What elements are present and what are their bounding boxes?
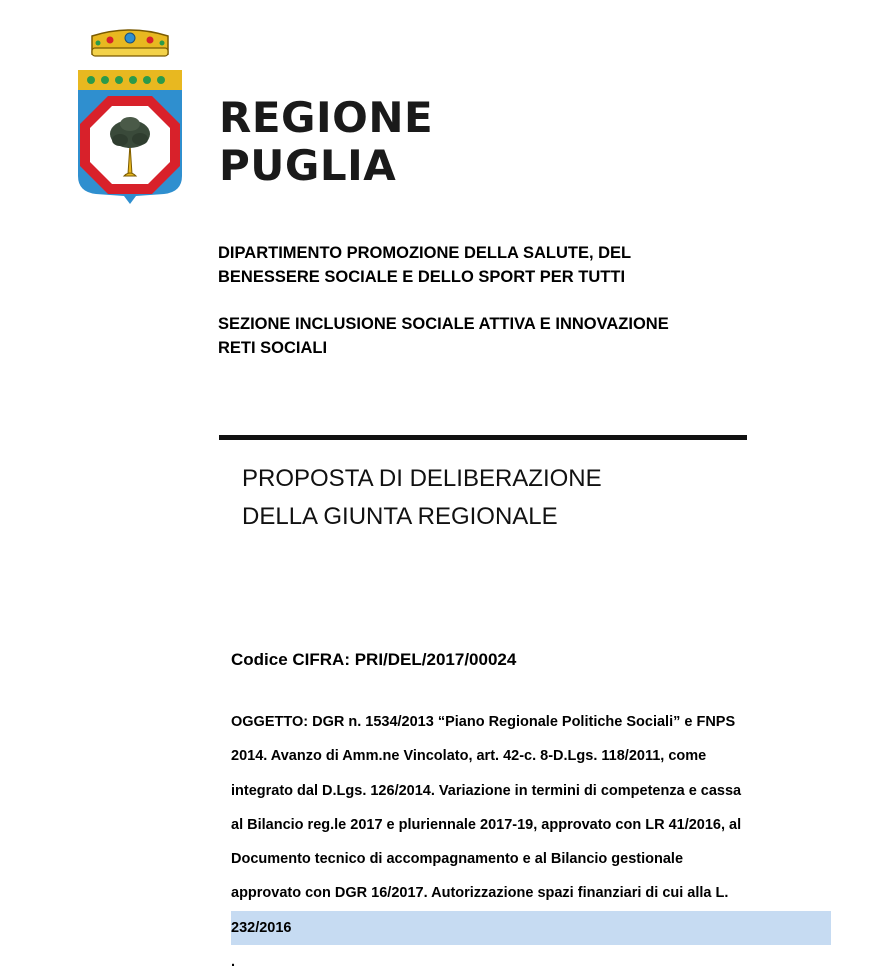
subject-line: approvato con DGR 16/2017. Autorizzazione spazi finanziari di cui alla L. [231,885,729,902]
section-line-2: RETI SOCIALI [218,339,328,357]
subject-last-line-tail: . [231,954,236,971]
region-name-line-1: REGIONE [219,93,434,142]
subject-line: OGGETTO: DGR n. 1534/2013 “Piano Regionale Politiche Sociali” e FNPS [231,714,736,730]
section-heading [218,312,669,360]
subject-line: integrato dal D.Lgs. 126/2014. Variazione in termini di competenza e cassa [231,782,742,799]
subject-line: al Bilancio reg.le 2017 e pluriennale 2017-19, approvato con LR 41/2016, al [231,816,742,833]
horizontal-divider [219,435,747,440]
department-heading [218,241,631,289]
crown-icon [92,30,168,56]
subject-line: Documento tecnico di accompagnamento e al Bilancio gestionale [231,851,684,868]
selected-text[interactable]: 232/2016 [231,911,831,945]
subject-last-line [231,911,831,979]
region-name [219,94,433,190]
subject-paragraph[interactable] [231,705,831,979]
document-type-line-2: DELLA GIUNTA REGIONALE [242,503,558,530]
region-name-line-2: PUGLIA [219,141,397,190]
department-line-2: BENESSERE SOCIALE E DELLO SPORT PER TUTTI [218,268,626,286]
document-type-title [242,460,602,536]
document-type-line-1: PROPOSTA DI DELIBERAZIONE [242,465,602,492]
department-line-1: DIPARTIMENTO PROMOZIONE DELLA SALUTE, DEL [218,244,632,262]
cifra-code: Codice CIFRA: PRI/DEL/2017/00024 [231,650,517,669]
section-line-1: SEZIONE INCLUSIONE SOCIALE ATTIVA E INNOVAZIONE [218,315,669,333]
subject-line: 2014. Avanzo di Amm.ne Vincolato, art. 42-c. 8-D.Lgs. 118/2011, come [231,748,707,765]
coat-of-arms-icon [74,26,186,206]
